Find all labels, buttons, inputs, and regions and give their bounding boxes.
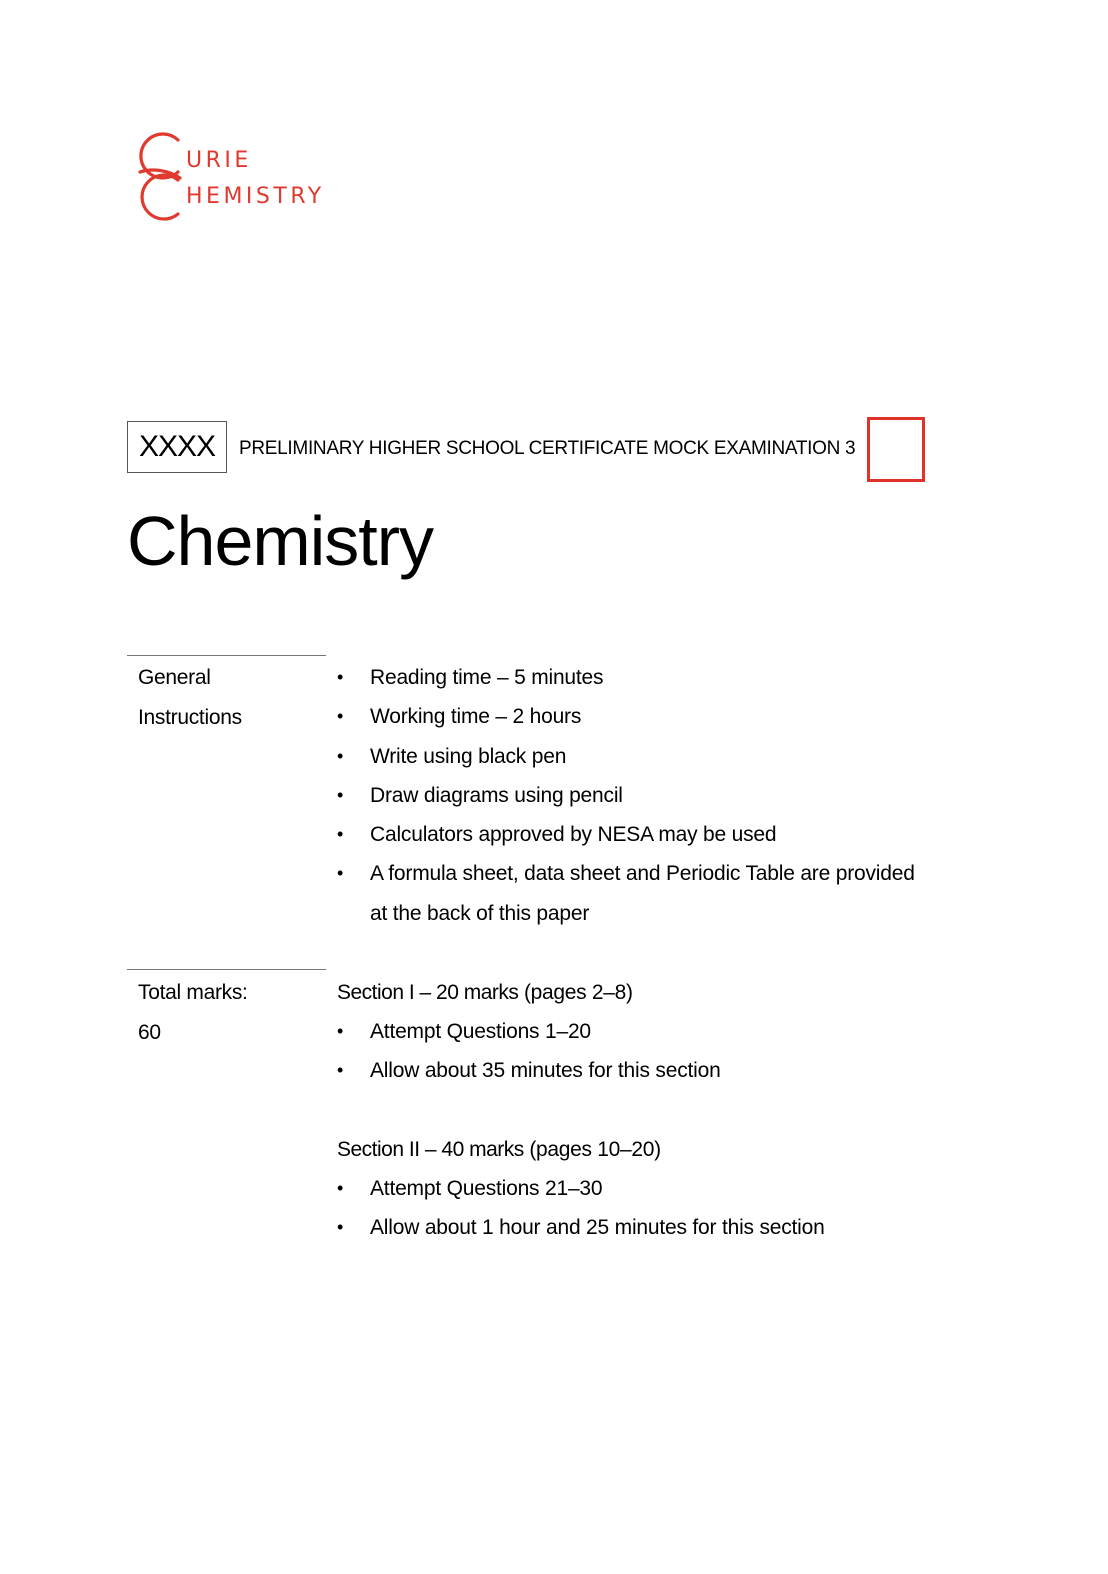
divider-general-instructions — [127, 655, 326, 656]
list-item-text: A formula sheet, data sheet and Periodic Table are provided at the back of this paper — [370, 862, 915, 925]
bullet-icon: • — [337, 784, 344, 805]
total-marks-label: Total marks: — [138, 981, 248, 1004]
list-item — [337, 776, 937, 815]
list-item — [337, 815, 937, 854]
bullet-icon: • — [337, 1060, 344, 1081]
list-item-text: Working time – 2 hours — [370, 705, 582, 729]
list-item-text: Reading time – 5 minutes — [370, 666, 604, 689]
logo-text-line1: URIE — [186, 148, 252, 173]
total-marks-block — [138, 973, 248, 1052]
section-2-title: Section II – 40 marks — [337, 1138, 524, 1161]
section-2-heading — [337, 1130, 661, 1169]
general-instructions-label-line2: Instructions — [138, 705, 242, 729]
list-item — [337, 1169, 937, 1208]
curie-chemistry-logo — [124, 128, 354, 228]
bullet-icon: • — [337, 706, 344, 727]
bullet-icon: • — [337, 667, 344, 687]
list-item — [337, 1012, 937, 1051]
total-marks-value: 60 — [138, 1020, 161, 1044]
list-item — [337, 1208, 937, 1247]
section-1-title: Section I – 20 marks — [337, 981, 519, 1004]
section-2-list — [337, 1169, 937, 1248]
section-1-pages: (pages 2–8) — [523, 981, 633, 1004]
list-item — [337, 1051, 937, 1090]
list-item — [337, 737, 937, 776]
general-instructions-list — [337, 658, 937, 933]
bullet-icon: • — [337, 745, 344, 766]
list-item-text: Calculators approved by NESA may be used — [370, 823, 777, 847]
section-1-heading — [337, 973, 633, 1012]
section-1-list — [337, 1012, 937, 1091]
exam-title: PRELIMINARY HIGHER SCHOOL CERTIFICATE MOCK EXAMINATION 3 — [239, 438, 856, 459]
list-item-text: Draw diagrams using pencil — [370, 783, 623, 807]
list-item-text: Allow about 1 hour and 25 minutes for this section — [370, 1216, 825, 1240]
section-2-pages: (pages 10–20) — [529, 1138, 661, 1161]
general-instructions-label — [138, 658, 242, 737]
list-item-text: Write using black pen — [370, 744, 567, 768]
list-item — [337, 658, 937, 697]
list-item — [337, 697, 937, 736]
course-code-box: XXXX — [127, 421, 227, 473]
list-item-text: Allow about 35 minutes for this section — [370, 1059, 721, 1083]
logo-text-line2: HEMISTRY — [186, 184, 325, 209]
bullet-icon: • — [337, 1217, 344, 1238]
bullet-icon: • — [337, 1021, 344, 1041]
bullet-icon: • — [337, 1178, 344, 1198]
general-instructions-label-line1: General — [138, 666, 211, 689]
subject-title: Chemistry — [127, 502, 434, 580]
bullet-icon: • — [337, 863, 344, 884]
bullet-icon: • — [337, 824, 344, 845]
list-item-text: Attempt Questions 21–30 — [370, 1177, 603, 1200]
double-c-logo-icon — [124, 128, 186, 228]
list-item-text: Attempt Questions 1–20 — [370, 1020, 591, 1043]
highlight-annotation-box — [867, 417, 925, 482]
list-item — [337, 854, 915, 933]
divider-total-marks — [127, 969, 326, 970]
